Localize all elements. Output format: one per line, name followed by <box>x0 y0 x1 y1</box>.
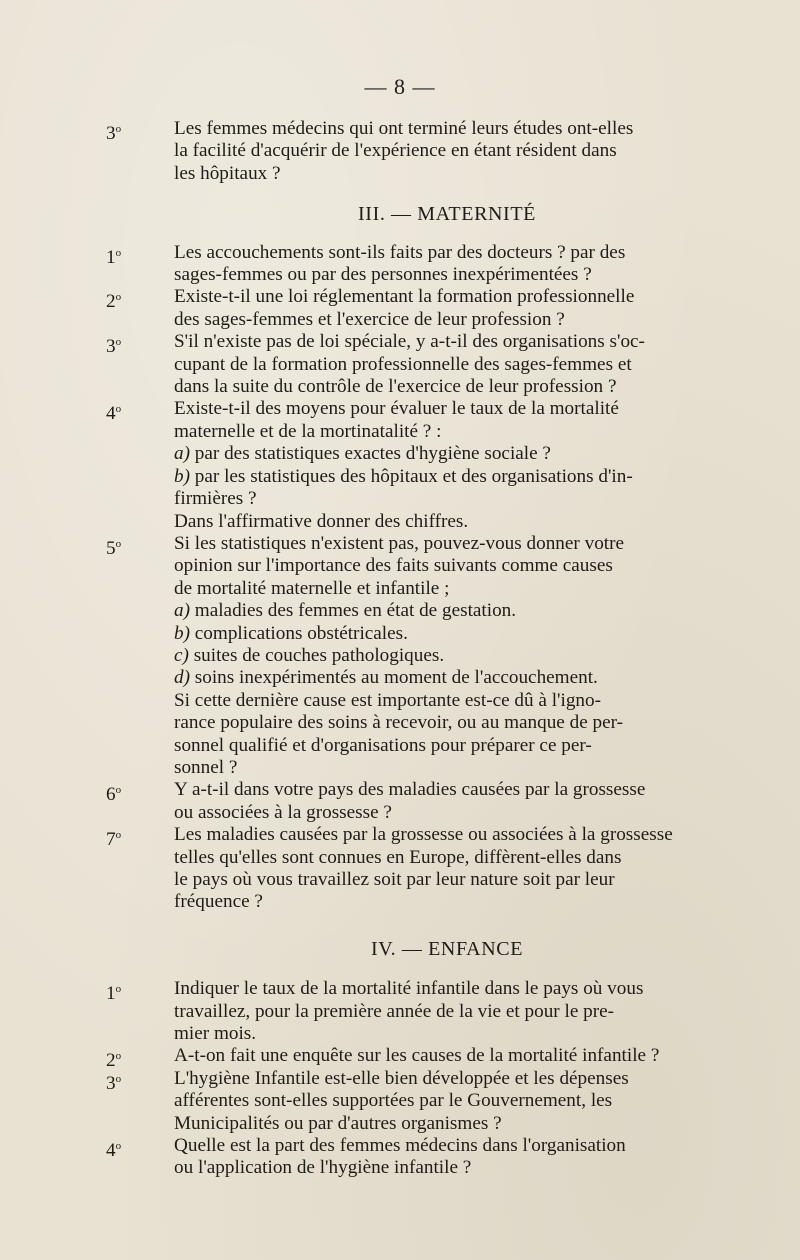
text-line: telles qu'elles sont connues en Europe, diffèrent-elles dans <box>174 846 622 868</box>
question-number <box>106 242 170 269</box>
text-line: Quelle est la part des femmes médecins dans l'organisation <box>174 1135 626 1157</box>
text-line: sages-femmes ou par des personnes inexpérimentées ? <box>174 264 592 286</box>
sub-item <box>174 623 728 645</box>
question-item <box>106 286 728 331</box>
text-line: cupant de la formation professionnelle des sages-femmes et <box>174 353 632 375</box>
number-digit: 5 <box>106 537 116 559</box>
number-ordinal: o <box>115 829 122 842</box>
text-line: mier mois. <box>174 1023 257 1045</box>
text-line: fréquence ? <box>174 891 263 913</box>
text-line: Les accouchements sont-ils faits par des docteurs ? par des <box>174 241 626 263</box>
number-ordinal: o <box>115 537 122 550</box>
number-ordinal: o <box>115 336 122 349</box>
number-ordinal: o <box>115 1050 122 1063</box>
question-item <box>106 824 728 914</box>
question-number <box>106 824 170 851</box>
sub-item-label: d) <box>174 667 190 689</box>
sub-item <box>174 757 728 779</box>
sub-item <box>174 600 728 622</box>
text-line: L'hygiène Infantile est-elle bien développée et les dépenses <box>174 1067 629 1089</box>
sub-item-text: soins inexpérimentés au moment de l'accouchement. <box>189 667 598 689</box>
question-number <box>106 286 170 313</box>
sub-item-label: b) <box>174 622 190 644</box>
document-body <box>106 118 728 1180</box>
text-line: S'il n'existe pas de loi spéciale, y a-t-il des organisations s'oc- <box>174 331 645 353</box>
text-line: ou associées à la grossesse ? <box>174 801 392 823</box>
text-line: les hôpitaux ? <box>174 162 281 184</box>
question-item <box>106 242 728 287</box>
number-ordinal: o <box>115 1140 122 1153</box>
text-line: travaillez, pour la première année de la vie et pour le pre- <box>174 1000 615 1022</box>
number-digit: 4 <box>106 1140 116 1162</box>
sub-item <box>174 645 728 667</box>
question-number <box>106 533 170 560</box>
sub-item-label: b) <box>174 465 190 487</box>
number-ordinal: o <box>115 784 122 797</box>
question-item <box>106 1068 728 1135</box>
sub-item <box>174 735 728 757</box>
question-number <box>106 978 170 1005</box>
question-number <box>106 1135 170 1162</box>
text-line: afférentes sont-elles supportées par le Gouvernement, les <box>174 1090 613 1112</box>
sub-item-text: complications obstétricales. <box>189 622 408 644</box>
text-line: A-t-on fait une enquête sur les causes de la mortalité infantile ? <box>174 1045 660 1067</box>
number-digit: 2 <box>106 1050 116 1072</box>
number-digit: 3 <box>106 1072 116 1094</box>
sub-item-text: rance populaire des soins à recevoir, ou au manque de per- <box>174 712 624 734</box>
text-line: le pays où vous travaillez soit par leur nature soit par leur <box>174 869 615 890</box>
number-digit: 1 <box>106 983 116 1005</box>
question-number <box>106 398 170 425</box>
number-digit: 1 <box>106 246 116 268</box>
number-ordinal: o <box>115 983 122 996</box>
number-digit: 2 <box>106 291 116 313</box>
sub-item-label: a) <box>174 600 190 622</box>
section-heading-enfance: IV. — ENFANCE <box>370 937 524 960</box>
question-number <box>106 118 170 145</box>
question-item <box>106 118 728 185</box>
text-line: Si les statistiques n'existent pas, pouvez-vous donner votre <box>174 532 625 554</box>
number-digit: 4 <box>106 403 116 425</box>
sub-item-text: maladies des femmes en état de gestation. <box>189 600 517 622</box>
text-line: ou l'application de l'hygiène infantile ? <box>174 1157 472 1179</box>
question-item <box>106 1045 728 1072</box>
sub-item-text: Si cette dernière cause est importante est-ce dû à l'igno- <box>174 689 602 711</box>
sub-item-text: sonnel qualifié et d'organisations pour préparer ce per- <box>174 734 592 756</box>
sub-item-text: sonnel ? <box>174 756 238 778</box>
number-digit: 7 <box>106 829 116 851</box>
number-digit: 6 <box>106 784 116 806</box>
sub-item <box>174 667 728 689</box>
question-item <box>106 331 728 398</box>
number-ordinal: o <box>115 403 122 416</box>
text-line: Les femmes médecins qui ont terminé leurs études ont-elles <box>174 118 634 139</box>
number-digit: 3 <box>106 336 116 358</box>
text-line: opinion sur l'importance des faits suivants comme causes <box>174 555 613 577</box>
sub-item-text: firmières ? <box>174 488 257 510</box>
text-line: maternelle et de la mortinatalité ? : <box>174 420 442 442</box>
text-line: la facilité d'acquérir de l'expérience en étant résident dans <box>174 140 617 162</box>
question-number <box>106 779 170 806</box>
page-number: — 8 — <box>364 74 436 99</box>
sub-item <box>174 466 728 488</box>
text-line: Existe-t-il une loi réglementant la formation professionnelle <box>174 286 635 308</box>
text-line: Indiquer le taux de la mortalité infantile dans le pays où vous <box>174 978 644 1000</box>
sub-item-text: suites de couches pathologiques. <box>188 644 445 666</box>
text-line: des sages-femmes et l'exercice de leur profession ? <box>174 308 565 330</box>
sub-item <box>174 443 728 465</box>
text-line: Y a-t-il dans votre pays des maladies causées par la grossesse <box>174 779 646 801</box>
question-number <box>106 331 170 358</box>
question-number <box>106 1068 170 1095</box>
text-line: Municipalités ou par d'autres organismes ? <box>174 1112 502 1134</box>
section-heading-maternite: III. — MATERNITÉ <box>358 203 536 226</box>
sub-item-label: a) <box>174 443 190 465</box>
text-line: de mortalité maternelle et infantile ; <box>174 577 450 599</box>
sub-item-text: par les statistiques des hôpitaux et des organisations d'in- <box>189 465 633 487</box>
sub-item-text: Dans l'affirmative donner des chiffres. <box>174 510 469 532</box>
sub-item <box>174 488 728 510</box>
text-line: Les maladies causées par la grossesse ou associées à la grossesse <box>174 824 673 846</box>
sub-item-label: c) <box>174 644 189 666</box>
sub-item <box>174 511 728 533</box>
number-ordinal: o <box>115 123 122 135</box>
sub-item-text: par des statistiques exactes d'hygiène sociale ? <box>189 443 551 465</box>
text-line: Existe-t-il des moyens pour évaluer le taux de la mortalité <box>174 398 619 420</box>
number-ordinal: o <box>115 1072 122 1085</box>
text-line: dans la suite du contrôle de l'exercice de leur profession ? <box>174 376 617 398</box>
question-item <box>106 779 728 824</box>
number-ordinal: o <box>115 246 122 259</box>
sub-item <box>174 712 728 734</box>
question-item <box>106 533 728 779</box>
question-item <box>106 1135 728 1180</box>
question-item <box>106 398 728 532</box>
sub-item <box>174 690 728 712</box>
number-digit: 3 <box>106 123 116 144</box>
question-item <box>106 978 728 1045</box>
number-ordinal: o <box>115 291 122 304</box>
